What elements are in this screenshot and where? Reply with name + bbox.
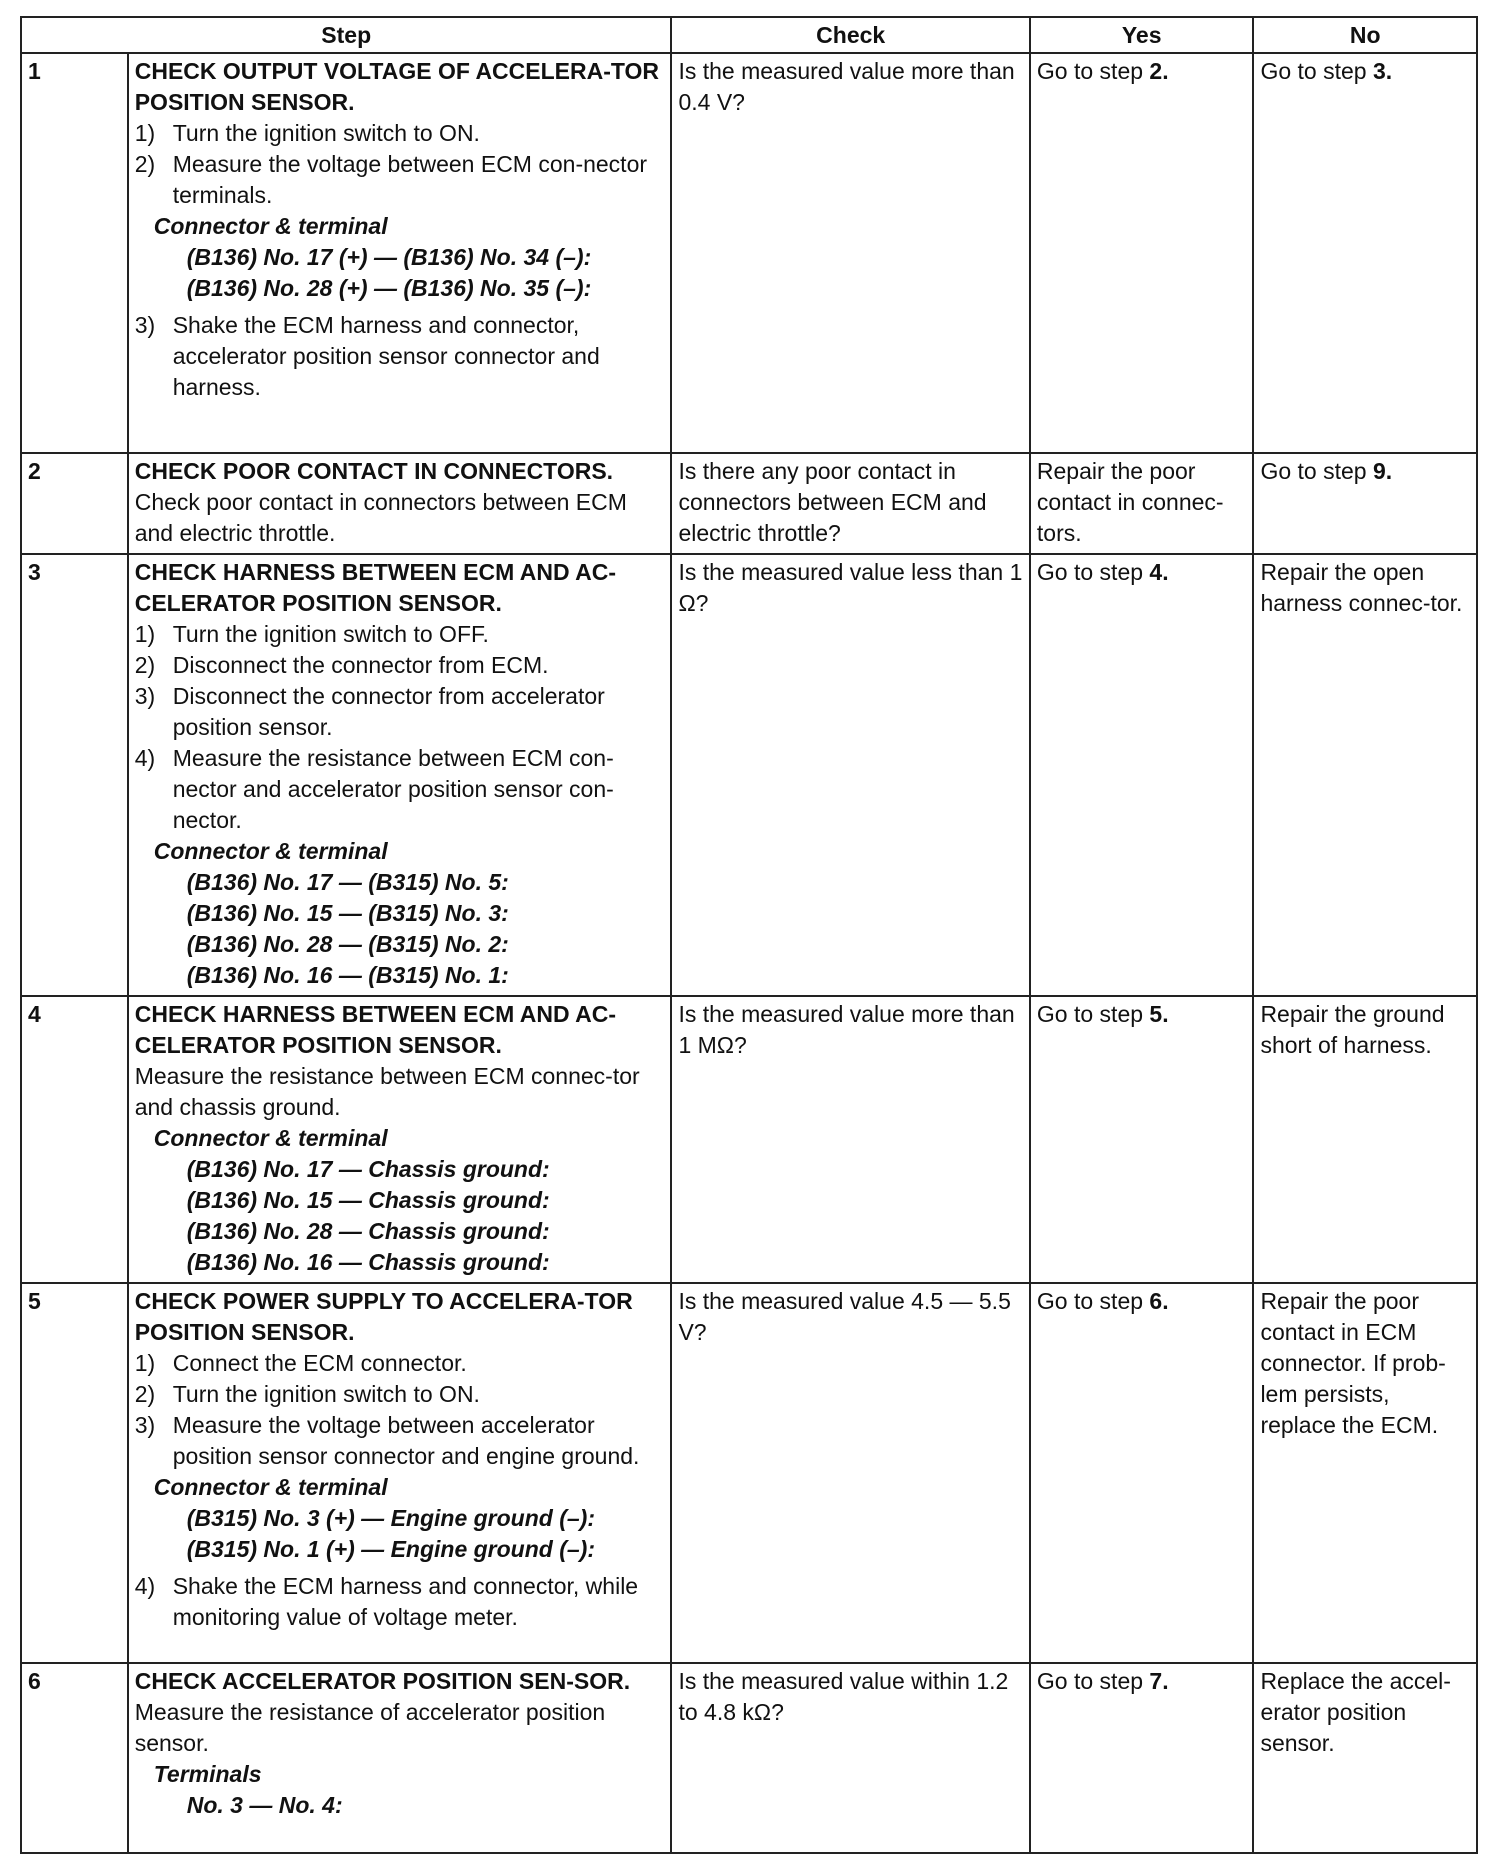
- header-no: No: [1253, 17, 1477, 53]
- step-title: CHECK POWER SUPPLY TO ACCELERA-TOR POSITION SENSOR.: [134, 1288, 633, 1345]
- no-cell: Replace the accel-erator position sensor.: [1253, 1663, 1477, 1853]
- no-cell: Repair the ground short of harness.: [1253, 996, 1477, 1283]
- list-item: 1) Turn the ignition switch to ON.: [134, 120, 480, 146]
- yes-cell: Go to step 7.: [1030, 1663, 1254, 1853]
- step-cell: [128, 996, 672, 1283]
- step-cell: [128, 1283, 672, 1663]
- header-check: Check: [671, 17, 1029, 53]
- step-link: 9.: [1372, 458, 1393, 484]
- step-description: Measure the resistance of accelerator position sensor.: [134, 1699, 606, 1756]
- list-item: 1) Connect the ECM connector.: [134, 1350, 467, 1376]
- step-title: CHECK OUTPUT VOLTAGE OF ACCELERA-TOR POSITION SENSOR.: [134, 58, 660, 115]
- check-cell: Is the measured value more than 0.4 V?: [671, 53, 1029, 453]
- terminal-line: (B136) No. 17 — (B315) No. 5:: [186, 869, 509, 895]
- check-cell: Is the measured value less than 1 Ω?: [671, 554, 1029, 996]
- terminal-line: (B136) No. 28 (+) — (B136) No. 35 (–):: [186, 275, 592, 301]
- table-row: [21, 554, 1477, 996]
- step-cell: [128, 53, 672, 453]
- connector-label: Connector & terminal: [153, 213, 388, 239]
- connector-label: Terminals: [153, 1761, 262, 1787]
- terminal-line: No. 3 — No. 4:: [186, 1792, 343, 1818]
- step-description: Measure the resistance between ECM connec-tor and chassis ground.: [134, 1063, 640, 1120]
- step-number: 5: [21, 1283, 128, 1663]
- table-row: [21, 453, 1477, 554]
- terminal-line: (B136) No. 15 — Chassis ground:: [186, 1187, 550, 1213]
- no-cell: Go to step 9.: [1253, 453, 1477, 554]
- step-link: 5.: [1149, 1001, 1169, 1027]
- table-row: [21, 1283, 1477, 1663]
- step-number: 1: [21, 53, 128, 453]
- step-title: CHECK ACCELERATOR POSITION SEN-SOR.: [134, 1668, 631, 1694]
- diagnostic-table: [20, 16, 1478, 1854]
- step-title: CHECK HARNESS BETWEEN ECM AND AC-CELERATOR POSITION SENSOR.: [134, 559, 617, 616]
- terminal-line: (B136) No. 16 — Chassis ground:: [186, 1249, 550, 1275]
- step-number: 3: [21, 554, 128, 996]
- yes-cell: Go to step 5.: [1030, 996, 1254, 1283]
- header-yes: Yes: [1030, 17, 1254, 53]
- list-item: 4) Measure the resistance between ECM con-nector and accelerator position sensor con-nector.: [134, 745, 614, 833]
- terminal-line: (B136) No. 17 — Chassis ground:: [186, 1156, 550, 1182]
- terminal-line: (B136) No. 17 (+) — (B136) No. 34 (–):: [186, 244, 592, 270]
- step-link: 4.: [1149, 559, 1169, 585]
- connector-label: Connector & terminal: [153, 1125, 388, 1151]
- terminal-line: (B136) No. 28 — Chassis ground:: [186, 1218, 550, 1244]
- list-item: 2) Measure the voltage between ECM con-nector terminals.: [134, 151, 648, 208]
- step-cell: [128, 453, 672, 554]
- no-cell: Repair the poor contact in ECM connector. If prob-lem persists, replace the ECM.: [1253, 1283, 1477, 1663]
- terminal-line: (B136) No. 15 — (B315) No. 3:: [186, 900, 509, 926]
- step-description: Check poor contact in connectors between ECM and electric throttle.: [134, 489, 627, 546]
- list-item: 4) Shake the ECM harness and connector, while monitoring value of voltage meter.: [134, 1573, 639, 1630]
- yes-cell: Go to step 6.: [1030, 1283, 1254, 1663]
- step-link: 3.: [1372, 58, 1393, 84]
- list-item: 1) Turn the ignition switch to OFF.: [134, 621, 489, 647]
- step-title: CHECK POOR CONTACT IN CONNECTORS.: [134, 458, 614, 484]
- list-item: 3) Disconnect the connector from accelerator position sensor.: [134, 683, 605, 740]
- header-row: [21, 17, 1477, 53]
- step-cell: [128, 554, 672, 996]
- check-cell: Is the measured value more than 1 MΩ?: [671, 996, 1029, 1283]
- yes-cell: Repair the poor contact in connec-tors.: [1030, 453, 1254, 554]
- connector-label: Connector & terminal: [153, 1474, 388, 1500]
- step-number: 4: [21, 996, 128, 1283]
- step-link: 6.: [1149, 1288, 1169, 1314]
- list-item: 2) Turn the ignition switch to ON.: [134, 1381, 480, 1407]
- table-row: [21, 996, 1477, 1283]
- step-link: 2.: [1149, 58, 1169, 84]
- table-row: [21, 1663, 1477, 1853]
- step-number: 6: [21, 1663, 128, 1853]
- terminal-line: (B315) No. 3 (+) — Engine ground (–):: [186, 1505, 595, 1531]
- connector-label: Connector & terminal: [153, 838, 388, 864]
- yes-cell: Go to step 2.: [1030, 53, 1254, 453]
- step-number: 2: [21, 453, 128, 554]
- list-item: 2) Disconnect the connector from ECM.: [134, 652, 549, 678]
- step-cell: [128, 1663, 672, 1853]
- list-item: 3) Measure the voltage between accelerator position sensor connector and engine ground.: [134, 1412, 640, 1469]
- no-cell: Go to step 3.: [1253, 53, 1477, 453]
- terminal-line: (B136) No. 16 — (B315) No. 1:: [186, 962, 509, 988]
- header-step: Step: [21, 17, 671, 53]
- yes-cell: Go to step 4.: [1030, 554, 1254, 996]
- check-cell: Is there any poor contact in connectors between ECM and electric throttle?: [671, 453, 1029, 554]
- check-cell: Is the measured value within 1.2 to 4.8 kΩ?: [671, 1663, 1029, 1853]
- list-item: 3) Shake the ECM harness and connector, accelerator position sensor connector and harness.: [134, 312, 600, 400]
- step-link: 7.: [1149, 1668, 1169, 1694]
- check-cell: Is the measured value 4.5 — 5.5 V?: [671, 1283, 1029, 1663]
- terminal-line: (B315) No. 1 (+) — Engine ground (–):: [186, 1536, 595, 1562]
- table-row: [21, 53, 1477, 453]
- step-title: CHECK HARNESS BETWEEN ECM AND AC-CELERATOR POSITION SENSOR.: [134, 1001, 617, 1058]
- no-cell: Repair the open harness connec-tor.: [1253, 554, 1477, 996]
- terminal-line: (B136) No. 28 — (B315) No. 2:: [186, 931, 509, 957]
